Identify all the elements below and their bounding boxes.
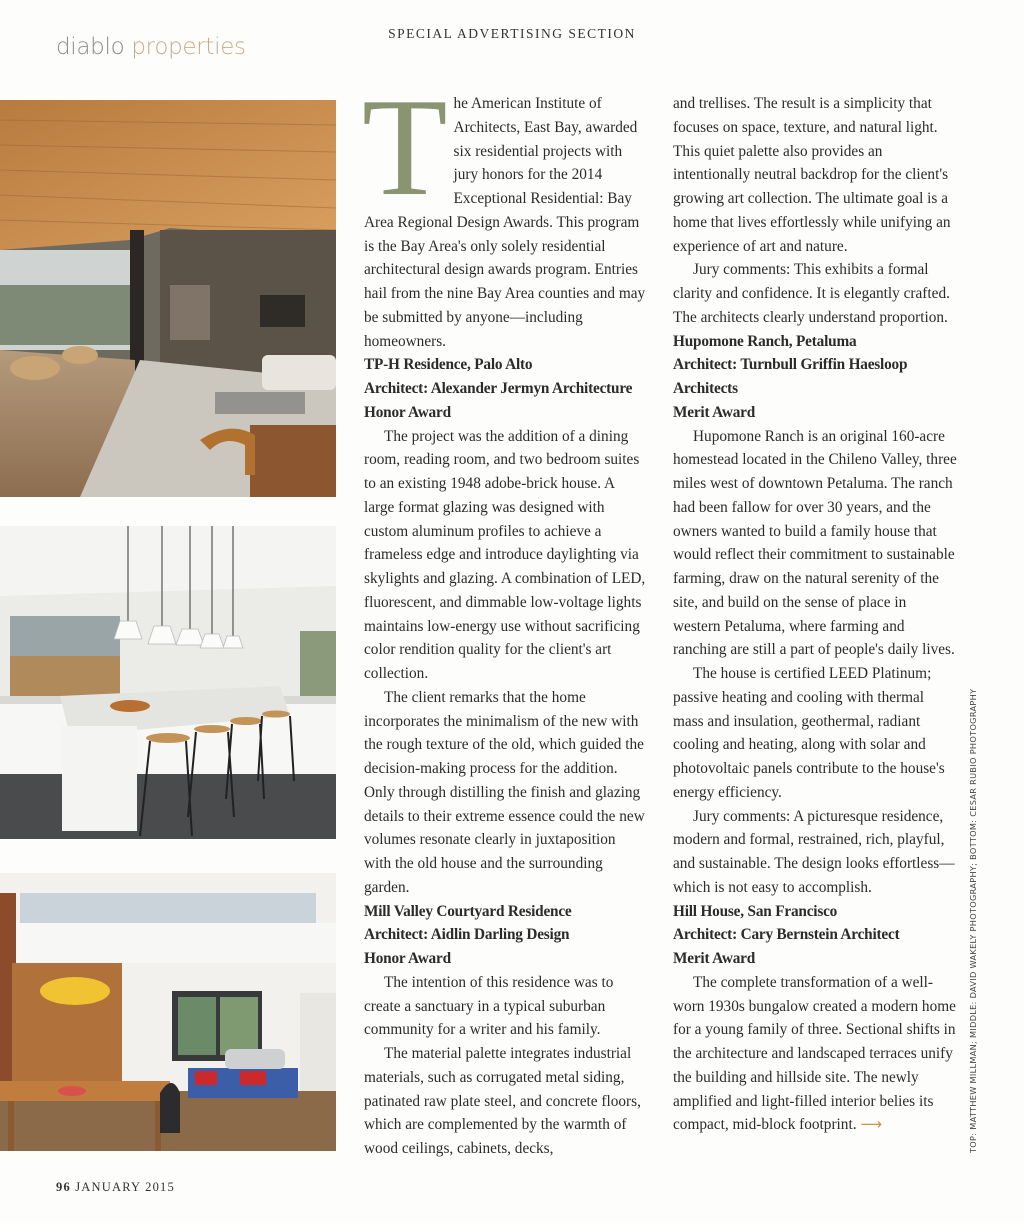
project-title: Hupomone Ranch, Petaluma	[673, 332, 857, 350]
project-award: Merit Award	[673, 403, 756, 421]
drop-cap: T	[362, 70, 448, 225]
project-architect: Architect: Alexander Jermyn Architecture	[364, 380, 633, 397]
article-column-1	[362, 70, 646, 1161]
jury-comments: Jury comments: A picturesque residence, modern and formal, restrained, rich, playful, and sustainable. The design looks effortless—which is not easy to accomplish.	[673, 807, 955, 896]
project-title: Mill Valley Courtyard Residence	[364, 902, 572, 920]
page-number: 96	[56, 1180, 71, 1194]
body-text: The complete transformation of a well-worn 1930s bungalow created a modern home for a young family of three. Sectional shifts in the architecture and landscaped terraces unify the building and hillside site. The newly amplified and light-filled interior belies its compact, mid-block footprint.	[673, 973, 956, 1134]
body-paragraph: The client remarks that the home incorporates the minimalism of the new with the rough texture of the old, which guided the decision-making process for the addition. Only through distilling the finish and glazing details to their extreme essence could the new volumes resonate clearly in juxtaposition with the old house and the surrounding garden.	[364, 688, 645, 896]
body-paragraph: The project was the addition of a dining room, reading room, and two bedroom suites to an existing 1948 adobe-brick house. A large format glazing was designed with custom aluminum profiles to achieve a frameless edge and introduce daylighting via skylights and glazing. A combination of LED, fluorescent, and dimmable low-voltage lights maintains low-energy use without sacrificing color rendition quality for the client's art collection.	[364, 427, 646, 682]
body-paragraph	[673, 971, 957, 1137]
body-paragraph: The intention of this residence was to create a sanctuary in a typical suburban community for a writer and his family.	[364, 973, 614, 1039]
body-paragraph-split	[364, 1042, 646, 1161]
project-architect: Architect: Turnbull Griffin Haesloop Architects	[673, 356, 908, 397]
photo-kitchen	[0, 526, 336, 839]
project-architect: Architect: Cary Bernstein Architect	[673, 926, 900, 944]
project-award: Merit Award	[673, 950, 756, 967]
advertising-label: SPECIAL ADVERTISING SECTION	[388, 26, 636, 41]
body-text-part-1: The material palette integrates industrial materials, such as corrugated metal siding, patinated raw plate steel, and concrete floors, which are complemented by the warmth of wood ceilings, cabinets, decks,	[364, 1045, 641, 1157]
body-text-part-2: and trellises. The result is a simplicity that focuses on space, texture, and natural light. This quiet palette also provides an intentionally neutral backdrop for the client's growing art collection. The ultimate goal is a home that lives effortlessly while unifying an experience of art and nature.	[673, 95, 951, 255]
photo-living-room	[0, 100, 336, 497]
section-name: properties	[131, 34, 246, 60]
body-paragraph: The house is certified LEED Platinum; passive heating and cooling with thermal mass and insulation, geothermal, radiant cooling and heating, along with solar and photovoltaic panels contribute to the house's energy efficiency.	[673, 665, 945, 801]
magazine-name: diablo	[56, 34, 125, 60]
intro-paragraph	[362, 70, 646, 353]
project-award: Honor Award	[364, 403, 451, 421]
project-title: Hill House, San Francisco	[673, 902, 838, 920]
project-award: Honor Award	[364, 950, 451, 967]
issue-date: JANUARY 2015	[75, 1180, 175, 1194]
intro-text: he American Institute of Architects, East Bay, awarded six residential projects with jury honors for the 2014 Exceptional Residential: Bay Area Regional Design Awards. This program is the Bay Area's only solely residential architectural design awards program. Entries hail from the nine Bay Area counties and may be submitted by anyone—including homeowners.	[364, 95, 646, 350]
article-column-2	[673, 92, 957, 1137]
jury-comments: Jury comments: This exhibits a formal clarity and confidence. It is elegantly crafted. The architects clearly understand proportion.	[673, 261, 950, 326]
body-paragraph-continued	[673, 92, 957, 258]
arrow-right-icon: ⟶	[860, 1115, 883, 1134]
photo-dining-room	[0, 873, 336, 1151]
project-title: TP-H Residence, Palo Alto	[364, 356, 533, 374]
body-paragraph: Hupomone Ranch is an original 160-acre homestead located in the Chileno Valley, three miles west of downtown Petaluma. The ranch had been fallow for over 30 years, and the owners wanted to build a family house that would reflect their commitment to sustainable farming, draw on the natural serenity of the site, and build on the sense of place in western Petaluma, where farming and ranching are still a part of people's daily lives.	[673, 427, 957, 659]
project-architect: Architect: Aidlin Darling Design	[364, 926, 570, 944]
photo-credit: TOP: MATTHEW MILLMAN; MIDDLE: DAVID WAKELY PHOTOGRAPHY; BOTTOM: CESAR RUBIO PHOTOGRAPHY	[968, 688, 978, 1153]
page-folio	[56, 1180, 175, 1195]
